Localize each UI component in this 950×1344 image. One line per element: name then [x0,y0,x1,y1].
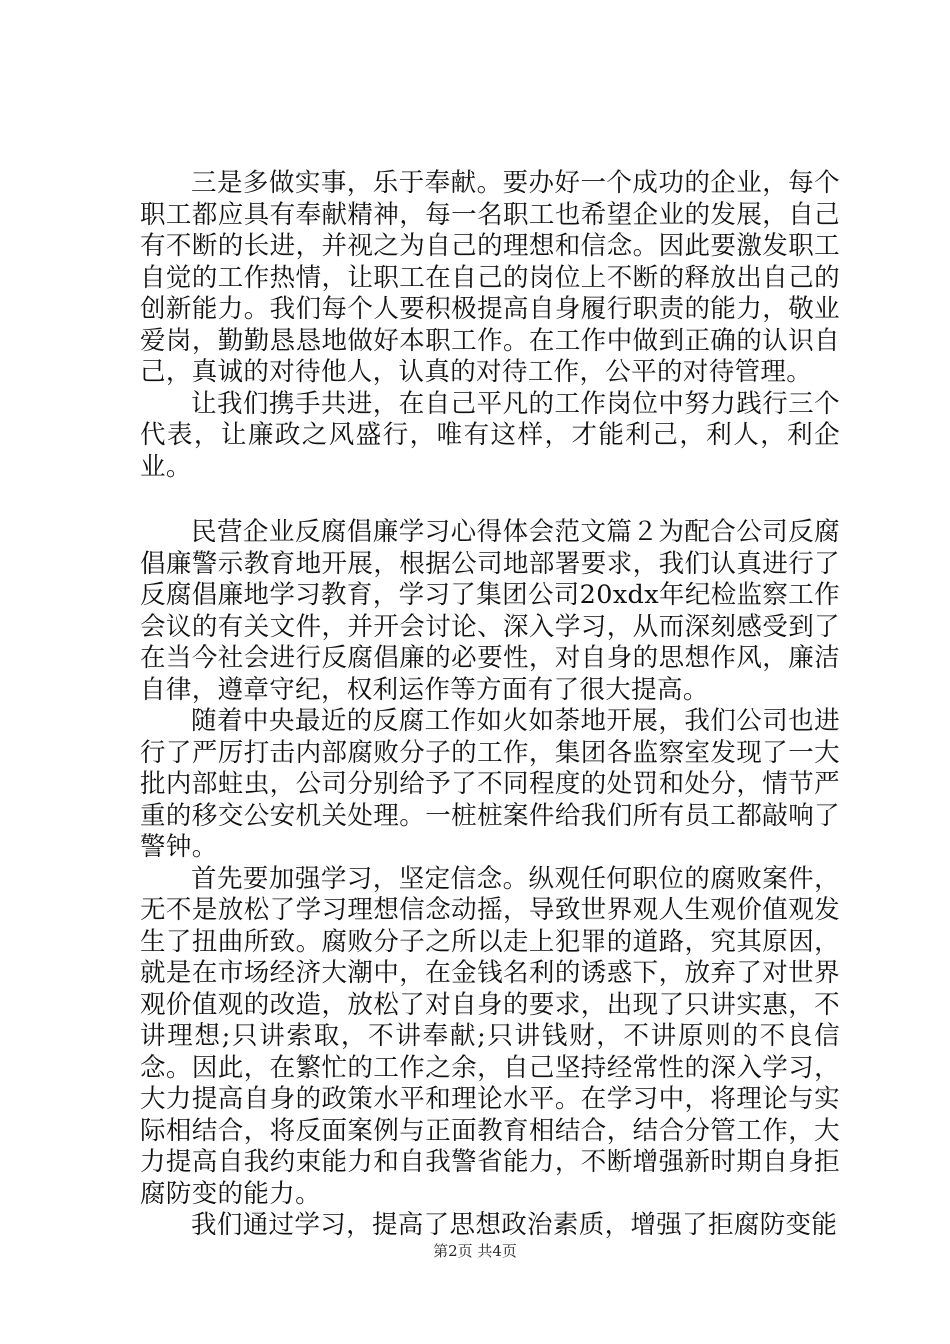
paragraph-continued: 我们通过学习，提高了思想政治素质，增强了拒腐防变能 [191,1210,838,1240]
paragraph-contribution: 三是多做实事，乐于奉献。要办好一个成功的企业，每个职工都应具有奉献精神，每一名职工也希望企业的发展，自己有不断的长进，并视之为自己的理想和信念。因此要激发职工自觉的工作热情，让职工在自己的岗位上不断的释放出自己的创新能力。我们每个人要积极提高自身履行职责的能力，敬业爱岗，勤勤恳恳地做好本职工作。在工作中做到正确的认识自己，真诚的对待他人，认真的对待工作，公平的对待管理。 [140,168,840,387]
paragraph-article-intro: 民营企业反腐倡廉学习心得体会范文篇２为配合公司反腐倡廉警示教育地开展，根据公司地部署要求，我们认真进行了反腐倡廉地学习教育，学习了集团公司20xdx年纪检监察工作会议的有关文件，并开会讨论、深入学习，从而深刻感受到了在当今社会进行反腐倡廉的必要性，对自身的思想作风，廉洁自律，遵章守纪，权利运作等方面有了很大提高。 [140,517,840,705]
paragraph-closing: 让我们携手共进，在自己平凡的工作岗位中努力践行三个代表，让廉政之风盛行，唯有这样，才能利己，利人，利企业。 [140,388,840,482]
paragraph-anti-corruption-work: 随着中央最近的反腐工作如火如荼地开展，我们公司也进行了严厉打击内部腐败分子的工作，集团各监察室发现了一大批内部蛀虫，公司分别给予了不同程度的处罚和处分，情节严重的移交公安机关处理。一桩桩案件给我们所有员工都敲响了警钟。 [140,706,840,862]
document-body [140,168,840,1242]
section-gap [140,483,840,517]
paragraph-strengthen-study: 首先要加强学习，坚定信念。纵观任何职位的腐败案件，无不是放松了学习理想信念动摇，导致世界观人生观价值观发生了扭曲所致。腐败分子之所以走上犯罪的道路，究其原因，就是在市场经济大潮中，在金钱名利的诱惑下，放弃了对世界观价值观的改造，放松了对自身的要求，出现了只讲实惠，不讲理想;只讲索取，不讲奉献;只讲钱财，不讲原则的不良信念。因此，在繁忙的工作之余，自己坚持经常性的深入学习，大力提高自身的政策水平和理论水平。在学习中，将理论与实际相结合，将反面案例与正面教育相结合，结合分管工作，大力提高自我约束能力和自我警省能力，不断增强新时期自身拒腐防变的能力。 [140,863,840,1209]
page-number-footer: 第2页 共4页 [433,1242,517,1260]
